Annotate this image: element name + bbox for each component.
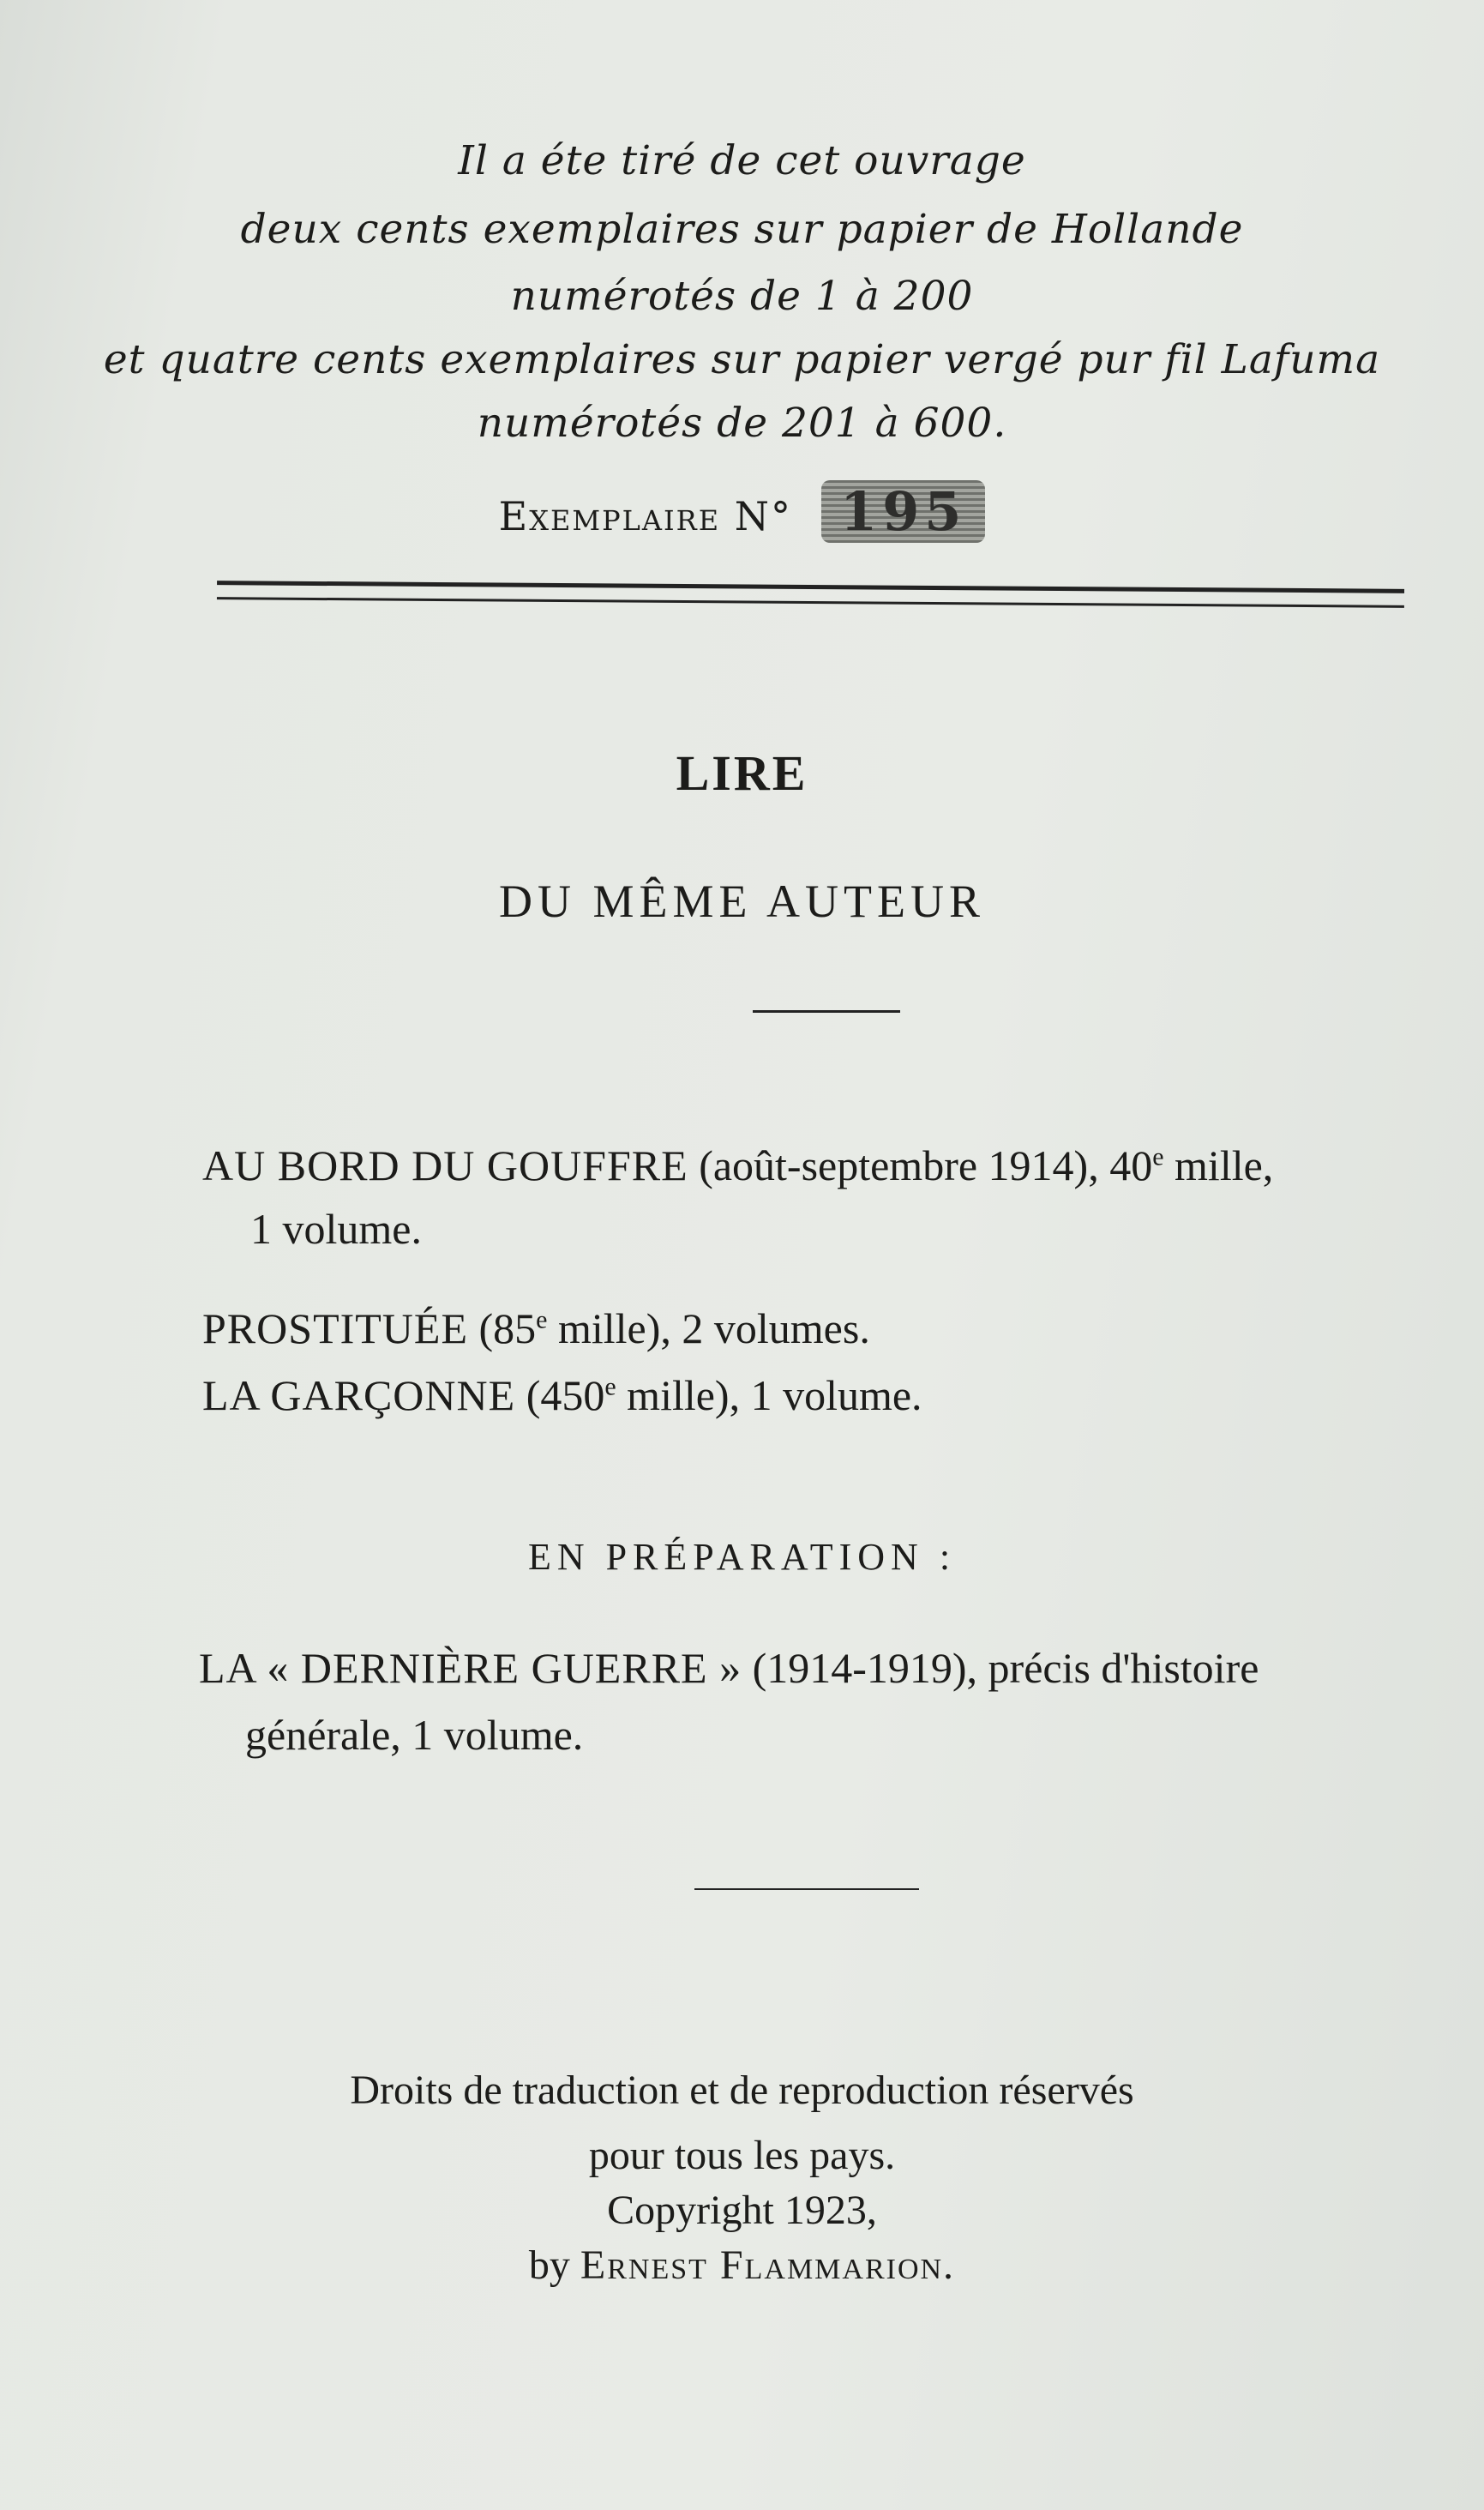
- publisher-prefix: by: [528, 2242, 580, 2288]
- ordinal-suffix: e: [1152, 1142, 1164, 1171]
- heading-in-preparation: EN PRÉPARATION :: [527, 1536, 957, 1578]
- heading-lire: LIRE: [676, 745, 808, 801]
- limitation-line-5: numérotés de 201 à 600.: [477, 400, 1007, 447]
- ordinal-suffix: e: [536, 1305, 548, 1334]
- copyright-line: Copyright 1923,: [607, 2188, 877, 2233]
- work-detail: (85: [468, 1304, 537, 1352]
- work-title: PROSTITUÉE: [202, 1304, 468, 1352]
- heading-same-author: DU MÊME AUTEUR: [499, 876, 985, 927]
- copy-label: Exemplaire N°: [498, 493, 792, 539]
- rights-line-2: pour tous les pays.: [588, 2133, 896, 2178]
- work-title: AU BORD DU GOUFFRE: [202, 1141, 688, 1189]
- work-title: LA « DERNIÈRE GUERRE »: [199, 1644, 742, 1692]
- work-entry: [202, 1141, 1273, 1190]
- copy-number-stamp: 195: [821, 480, 985, 543]
- work-detail: mille), 1 volume.: [616, 1371, 922, 1419]
- short-rule-divider: [753, 1010, 900, 1013]
- work-entry-continuation: 1 volume.: [250, 1205, 422, 1253]
- publisher-name: Ernest Flammarion.: [580, 2242, 956, 2288]
- limitation-line-2: deux cents exemplaires sur papier de Hollande: [240, 206, 1244, 253]
- ordinal-suffix: e: [604, 1372, 616, 1401]
- double-rule-divider: [217, 581, 1404, 608]
- publisher-line: [0, 2242, 1484, 2289]
- work-title: LA GARÇONNE: [202, 1371, 516, 1419]
- limitation-line-1: Il a éte tiré de cet ouvrage: [458, 137, 1026, 184]
- work-detail: (450: [515, 1371, 605, 1419]
- short-rule-divider: [694, 1888, 919, 1890]
- limitation-line-3: numérotés de 1 à 200: [510, 273, 974, 320]
- work-detail: (1914-1919), précis d'histoire: [742, 1644, 1259, 1692]
- work-entry: [202, 1370, 922, 1420]
- work-detail: mille), 2 volumes.: [547, 1304, 870, 1352]
- work-detail: mille,: [1163, 1141, 1274, 1189]
- preparation-entry-continuation: générale, 1 volume.: [245, 1711, 584, 1759]
- preparation-entry: [199, 1643, 1259, 1693]
- rights-line-1: Droits de traduction et de reproduction réservés: [350, 2068, 1134, 2113]
- work-entry: [202, 1303, 870, 1353]
- work-detail: (août-septembre 1914), 40: [688, 1141, 1153, 1189]
- limitation-line-4: et quatre cents exemplaires sur papier vergé pur fil Lafuma: [103, 336, 1381, 383]
- copy-number-row: [0, 480, 1484, 543]
